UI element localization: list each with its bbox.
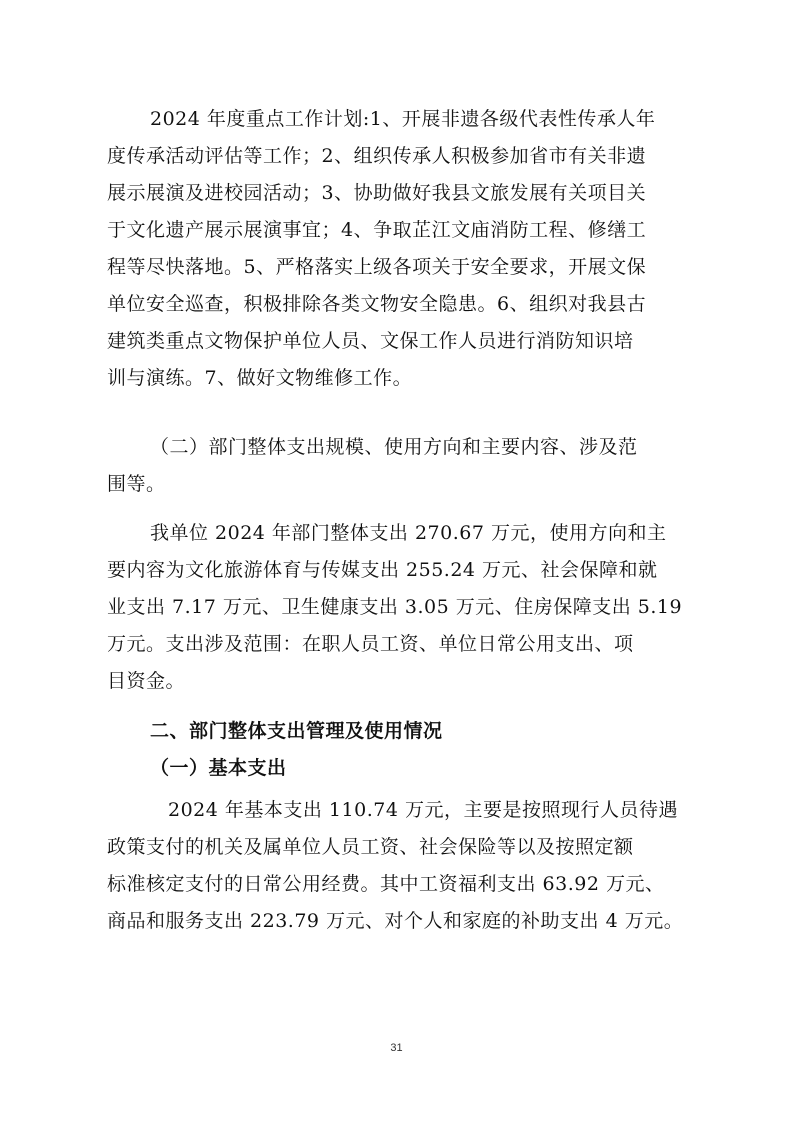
paragraph-line: 程等尽快落地。5、严格落实上级各项关于安全要求，开展文保 xyxy=(107,256,647,278)
subsection-heading-line: 围等。 xyxy=(107,473,166,495)
paragraph-line: 于文化遗产展示展演事宜；4、争取芷江文庙消防工程、修缮工 xyxy=(107,219,647,241)
paragraph-line: 建筑类重点文物保护单位人员、文保工作人员进行消防知识培 xyxy=(107,330,634,352)
paragraph-line: 2024 年度重点工作计划:1、开展非遗各级代表性传承人年 xyxy=(150,108,656,130)
paragraph-line: 要内容为文化旅游体育与传媒支出 255.24 万元、社会保障和就 xyxy=(107,559,658,581)
subsection-heading-line: （二）部门整体支出规模、使用方向和主要内容、涉及范 xyxy=(150,436,638,458)
paragraph-line: 展示展演及进校园活动；3、协助做好我县文旅发展有关项目关 xyxy=(107,182,647,204)
paragraph-line: 训与演练。7、做好文物维修工作。 xyxy=(107,367,413,389)
paragraph-line: 我单位 2024 年部门整体支出 270.67 万元，使用方向和主 xyxy=(150,522,667,544)
paragraph-line: 度传承活动评估等工作；2、组织传承人积极参加省市有关非遗 xyxy=(107,145,647,167)
paragraph-line: 政策支付的机关及属单位人员工资、社会保险等以及按照定额 xyxy=(107,836,634,858)
paragraph-line: 业支出 7.17 万元、卫生健康支出 3.05 万元、住房保障支出 5.19 xyxy=(107,596,683,618)
subsection-heading: （一）基本支出 xyxy=(150,757,287,779)
paragraph-line: 2024 年基本支出 110.74 万元，主要是按照现行人员待遇 xyxy=(168,799,678,821)
paragraph-line: 单位安全巡查，积极排除各类文物安全隐患。6、组织对我县古 xyxy=(107,293,647,315)
paragraph-line: 目资金。 xyxy=(107,670,186,692)
paragraph-line: 万元。支出涉及范围：在职人员工资、单位日常公用支出、项 xyxy=(107,633,634,655)
paragraph-line: 标准核定支付的日常公用经费。其中工资福利支出 63.92 万元、 xyxy=(107,873,665,895)
paragraph-line: 商品和服务支出 223.79 万元、对个人和家庭的补助支出 4 万元。 xyxy=(107,910,684,932)
page-number: 31 xyxy=(390,1042,403,1054)
section-heading: 二、部门整体支出管理及使用情况 xyxy=(150,720,443,742)
